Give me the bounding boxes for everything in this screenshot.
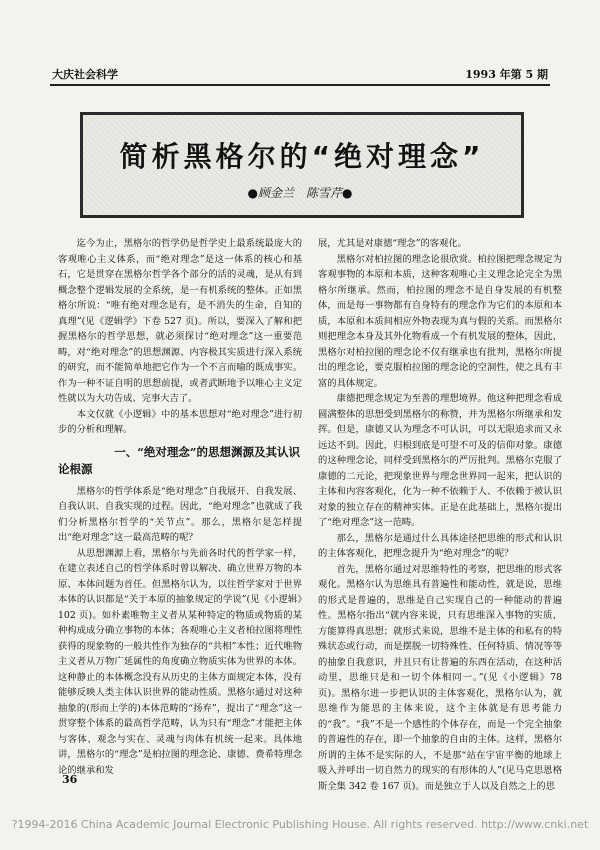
issue-info: 1993 年第 5 期 bbox=[465, 68, 548, 81]
copyright-footer: ?1994-2016 China Academic Journal Electronic Publishing House. All rights reserved. http://www.cnki.net bbox=[11, 818, 589, 831]
journal-name: 大庆社会科学 bbox=[52, 68, 118, 81]
paragraph: 首先，黑格尔通过对思维特性的考察，把思维的形式客观化。黑格尔认为思维具有普遍性和能动性，就是说，思维的形式是普遍的，思维是自己实现自己的一种能动的普遍性。黑格尔指出“就内容来说，只有思维深入事物的实质，方能算得真思想；就形式来说，思维不是主体的和私有的特殊状态或行动，而是摆脱一切特殊性、任何特质、情况等等的抽象自我意识，并且只有让普遍的东西在活动，在这种活动里，思维只是和一切个体相同一。”(见《小逻辑》78 页)。黑格尔进一步把认识的主体客观化，黑格尔认为，就思维作为能思的主体来说，这个主体就是有思考能力的“我”。“我”不是一个感性的个体存在，而是一个完全抽象的普遍性的存在，即一个抽象的自由的主体。这样，黑格尔所谓的主体不是实际的人，不是那“站在宇宙平衡的地球上吸入并呼出一切自然力的现实的有形体的人”(见马克思恩格斯全集 342 卷 167 页)。而是独立于人以及自然之上的思 bbox=[318, 563, 562, 792]
left-column bbox=[58, 236, 302, 776]
right-column bbox=[318, 236, 562, 818]
paragraph: 康德把理念规定为至善的理想境界。他这种把理念看成圆满整体的思想受到黑格尔的称赞，并为黑格尔所继承和发挥。但是，康德又认为理念不可认识，可以无限追求而又永远达不到。因此，归根到底是可望不可及的信仰对象。康德的这种理念论，同样受到黑格尔的严厉批判。黑格尔克服了康德的二元论，把现象世界与理念世界同一起来，把认识的主体和内容客观化，化为一种不依赖于人、不依赖于被认识对象的独立存在的精神实体。正是在此基础上，黑格尔提出了“绝对理念”这一范畴。 bbox=[318, 393, 562, 528]
paragraph: 黑格尔对柏拉图的理念论很欣赏。柏拉图把理念规定为客观事物的本原和本质，这种客观唯心主义理念论完全为黑格尔所继承。然而，柏拉图的理念不是自身发展的有机整体，而是每一事物都有自身特有的理念作为它们的本原和本质，本原和本质间相应外物表现为真与假的关系。而黑格尔则把理念本身及其外化物看成一个有机发展的整体，因此，黑格尔对柏拉图的理念论不仅有继承也有批判，黑格尔所提出的理念论，要克服柏拉图的理念论的空洞性，使之具有丰富的具体规定。 bbox=[318, 253, 562, 389]
page-number: 36 bbox=[62, 773, 78, 786]
paragraph: 那么，黑格尔是通过什么具体途径把思维的形式和认识的主体客观化，把理念提升为“绝对理念”的呢？ bbox=[318, 532, 562, 559]
section-heading-line: 一、“绝对理念”的思想渊源及其认识 bbox=[114, 444, 300, 459]
paragraph: 迄今为止，黑格尔的哲学仍是哲学史上最系统最庞大的客观唯心主义体系，而“绝对理念”是这一体系的核心和基石，它是贯穿在黑格尔哲学各个部分的活的灵魂，是从有到概念整个逻辑发展的全系统，是一有机系统的整体。正如黑格尔所说：“唯有绝对理念是有，是不消失的生命，自知的真理”(见《逻辑学》下卷 527 页)。所以，要深入了解和把握黑格尔的哲学思想，就必须探讨“绝对理念”这一重要范畴，对“绝对理念”的思想渊源、内容极其实质进行深入系统的研究，而不能简单地把它作为一个不言而喻的既成事实。作为一种不证自明的思想前提，或者武断地予以唯心主义定性就以为大功告成、完事大吉了。 bbox=[58, 238, 302, 404]
article-title: 简析黑格尔的“绝对理念” bbox=[119, 140, 485, 173]
paragraph: 从思想渊源上看，黑格尔与先前各时代的哲学家一样，在建立表述自己的哲学体系时曾以解决、确立世界万物的本原、本体问题为首任。但黑格尔认为，以往哲学家对于世界本体的认识都是“关于本原的抽象规定的学说”(见《小逻辑》102 页)。如朴素唯物主义者从某种特定的物质或物质的某种构成成分确立事物的本体；各观唯心主义者柏拉图将理性获得的现象物的一般共性作为独存的“共相”本性；近代唯物主义者从万物广延属性的角度确立物质实体为世界的本体。这种静止的本体概念没有从历史的主体方面规定本体，没有能够反映人类主体认识世界的能动性质。黑格尔通过对这种抽象的(形而上学的)本体范畴的“扬弃”，提出了“理念”这一贯穿整个体系的最高哲学范畴，认为只有“理念”才能把主体与客体、观念与实在、灵魂与肉体有机统一起来。具体地讲，黑格尔的“理念”是柏拉图的理念论、康德、费希特理念论的继承和发 bbox=[58, 547, 302, 776]
section-heading bbox=[58, 444, 302, 478]
paragraph: 本文仅就《小逻辑》中的基本思想对“绝对理念”进行初步的分析和理解。 bbox=[58, 408, 302, 435]
section-heading-line: 论根源 bbox=[58, 461, 93, 476]
paragraph: 黑格尔的哲学体系是“绝对理念”自我展开、自我发展、自我认识、自我实现的过程。因此，“绝对理念”也就成了我们分析黑格尔哲学的“关节点”。那么，黑格尔是怎样提出“绝对理念”这一最高范畴的呢？ bbox=[58, 485, 302, 543]
paragraph: 展，尤其是对康德“理念”的客观化。 bbox=[318, 238, 467, 249]
article-authors: ●顾金兰 陈雪芹● bbox=[247, 186, 353, 200]
title-box bbox=[80, 112, 524, 218]
header-rule bbox=[50, 84, 550, 86]
